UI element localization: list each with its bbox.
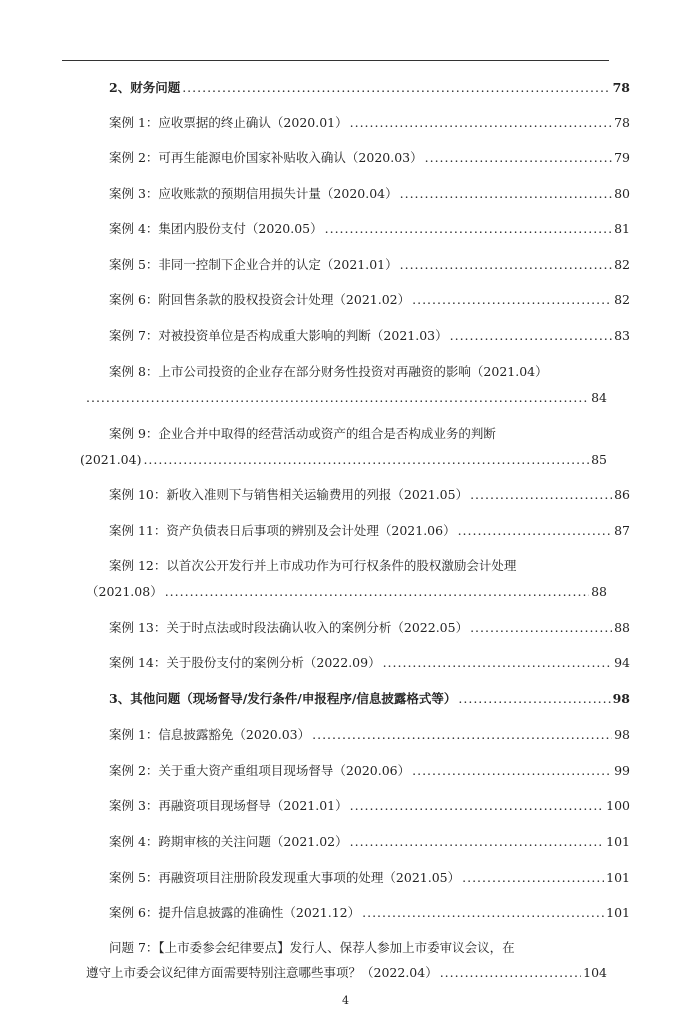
page-number: 4 (342, 994, 349, 1007)
toc-entry-page: 79 (614, 150, 630, 165)
toc-leader (425, 149, 612, 167)
toc-entry-title: 案例 2：关于重大资产重组项目现场督导（2020.06） (109, 763, 411, 778)
toc-entry[interactable] (86, 833, 630, 851)
toc-entry-title: 案例 5：再融资项目注册阶段发现重大事项的处理（2021.05） (109, 870, 461, 885)
toc-entry[interactable] (86, 114, 630, 132)
toc-leader (312, 726, 612, 744)
toc-entry-title: (2021.04) (80, 452, 142, 467)
toc-entry-page: 85 (591, 452, 607, 467)
toc-entry-page: 83 (614, 328, 630, 343)
toc-leader (458, 522, 613, 540)
toc-entry-page: 99 (614, 763, 630, 778)
toc-leader (412, 762, 612, 780)
toc-entry-question-7-line2[interactable] (86, 964, 607, 982)
toc-entry[interactable] (86, 869, 630, 887)
toc-entry[interactable] (86, 619, 630, 637)
toc-entry-page: 98 (612, 691, 630, 706)
toc-entry-case-9-line2[interactable] (80, 451, 607, 469)
toc-entry-title: 案例 2：可再生能源电价国家补贴收入确认（2020.03） (109, 150, 423, 165)
toc-entry-title: 3、其他问题（现场督导/发行条件/申报程序/信息披露格式等） (109, 691, 457, 706)
toc-entry[interactable] (86, 797, 630, 815)
toc-entry-page: 98 (614, 727, 630, 742)
toc-entry-title: 案例 4：集团内股份支付（2020.05） (109, 221, 323, 236)
toc-entry[interactable] (86, 904, 630, 922)
toc-leader (462, 869, 604, 887)
toc-entry-page: 100 (606, 798, 630, 813)
toc-entry[interactable] (86, 185, 630, 203)
toc-leader (362, 904, 604, 922)
toc-entry-page: 86 (614, 487, 630, 502)
toc-entry[interactable] (86, 327, 630, 345)
toc-entry[interactable] (86, 256, 630, 274)
toc-entry-page: 87 (614, 523, 630, 538)
toc-entry[interactable] (86, 291, 630, 309)
toc-entry-case-8-line2[interactable] (86, 389, 607, 407)
toc-leader (325, 220, 612, 238)
toc-leader (458, 690, 610, 708)
toc-entry-case-12-line2[interactable] (86, 583, 607, 601)
toc-entry-case-12-line1[interactable]: 案例 12：以首次公开发行并上市成功作为可行权条件的股权激励会计处理 (109, 558, 517, 573)
toc-leader (143, 451, 589, 469)
toc-entry-page: 78 (612, 80, 630, 95)
toc-entry-page: 81 (614, 221, 630, 236)
toc-entry-page: 104 (583, 965, 607, 980)
toc-entry-page: 88 (591, 584, 607, 599)
toc-leader (400, 256, 612, 274)
toc-entry-question-7-line1[interactable]: 问题 7：【上市委参会纪律要点】发行人、保荐人参加上市委审议会议，在 (109, 940, 515, 955)
toc-entry-case-9-line1[interactable]: 案例 9：企业合并中取得的经营活动或资产的组合是否构成业务的判断 (109, 426, 496, 441)
toc-section-2[interactable] (86, 79, 630, 97)
toc-leader (383, 654, 613, 672)
toc-entry-title: 案例 13：关于时点法或时段法确认收入的案例分析（2022.05） (109, 620, 469, 635)
toc-entry-page: 78 (614, 115, 630, 130)
toc-entry-title: （2021.08） (86, 584, 163, 599)
toc-leader (470, 619, 612, 637)
toc-entry[interactable] (86, 726, 630, 744)
toc-entry-title: 案例 1：信息披露豁免（2020.03） (109, 727, 311, 742)
toc-entry[interactable] (86, 149, 630, 167)
toc-entry[interactable] (86, 220, 630, 238)
toc-entry-case-8-line1[interactable]: 案例 8：上市公司投资的企业存在部分财务性投资对再融资的影响（2021.04） (109, 364, 548, 379)
toc-section-3[interactable] (86, 690, 630, 708)
toc-leader (350, 833, 605, 851)
toc-leader (440, 964, 581, 982)
toc-leader (412, 291, 612, 309)
toc-entry-title: 案例 3：应收账款的预期信用损失计量（2020.04） (109, 186, 398, 201)
toc-entry-title: 案例 10：新收入准则下与销售相关运输费用的列报（2021.05） (109, 487, 469, 502)
toc-leader (182, 79, 610, 97)
toc-entry-page: 101 (606, 834, 630, 849)
toc-entry-title: 案例 3：再融资项目现场督导（2021.01） (109, 798, 348, 813)
toc-entry-title: 案例 1：应收票据的终止确认（2020.01） (109, 115, 348, 130)
toc-leader (350, 797, 605, 815)
toc-leader (470, 486, 612, 504)
toc-entry-page: 88 (614, 620, 630, 635)
toc-entry-page: 101 (606, 905, 630, 920)
toc-entry-title: 案例 5：非同一控制下企业合并的认定（2021.01） (109, 257, 398, 272)
toc-entry-page: 94 (614, 655, 630, 670)
toc-leader (350, 114, 612, 132)
toc-entry-title: 案例 6：提升信息披露的准确性（2021.12） (109, 905, 361, 920)
toc-leader (400, 185, 612, 203)
toc-entry[interactable] (86, 762, 630, 780)
toc-entry-title: 案例 14：关于股份支付的案例分析（2022.09） (109, 655, 381, 670)
toc-entry-page: 101 (606, 870, 630, 885)
toc-entry-page: 80 (614, 186, 630, 201)
toc-entry-title: 2、财务问题 (109, 80, 181, 95)
toc-entry-title: 案例 4：跨期审核的关注问题（2021.02） (109, 834, 348, 849)
toc-entry-page: 82 (614, 257, 630, 272)
toc-entry-title: 遵守上市委会议纪律方面需要特别注意哪些事项？（2022.04） (86, 965, 438, 980)
toc-leader (165, 583, 589, 601)
toc-leader (450, 327, 612, 345)
toc-entry-page: 84 (591, 390, 607, 405)
toc-entry[interactable] (86, 522, 630, 540)
toc-entry-page: 82 (614, 292, 630, 307)
toc-entry[interactable] (86, 486, 630, 504)
toc-entry-title: 案例 11：资产负债表日后事项的辨别及会计处理（2021.06） (109, 523, 456, 538)
toc-entry[interactable] (86, 654, 630, 672)
toc-leader (86, 389, 589, 407)
toc-entry-title: 案例 7：对被投资单位是否构成重大影响的判断（2021.03） (109, 328, 448, 343)
toc-entry-title: 案例 6：附回售条款的股权投资会计处理（2021.02） (109, 292, 411, 307)
